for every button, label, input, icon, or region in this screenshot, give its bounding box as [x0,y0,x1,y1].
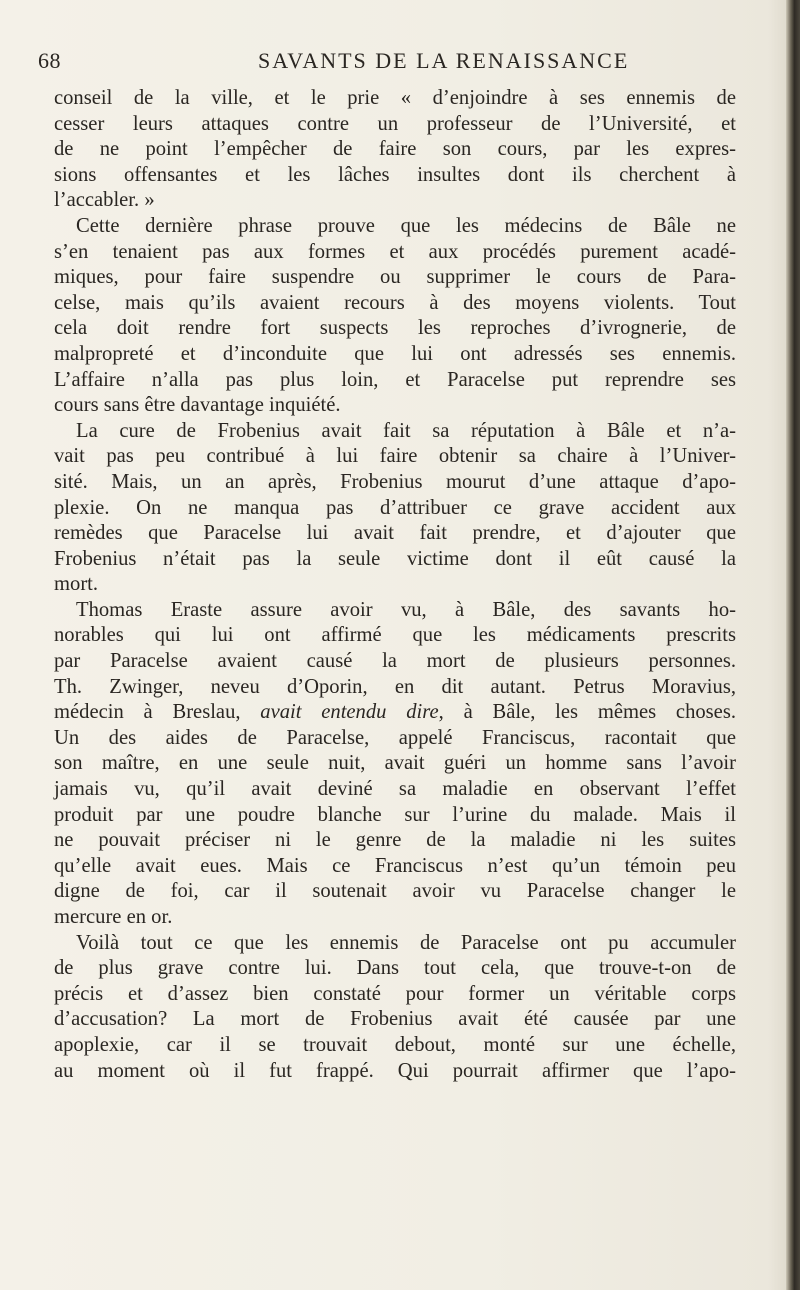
text-line: vait pas peu contribué à lui faire obtenir sa chaire à l’Univer- [54,445,736,468]
page-number: 68 [38,48,61,73]
text-line: apoplexie, car il se trouvait debout, monté sur une échelle, [54,1033,736,1056]
text-line: norables qui lui ont affirmé que les médicaments prescrits [54,624,736,647]
body-text [54,86,784,1084]
text-segment: , à Bâle, les mêmes choses. [438,701,736,724]
text-line: Frobenius n’était pas la seule victime dont il eût causé la [54,547,736,570]
text-line: Voilà tout ce que les ennemis de Paracelse ont pu accumuler [76,931,736,954]
text-line: de ne point l’empêcher de faire son cours, par les expres- [54,138,736,161]
text-line: mercure en or. [54,906,173,928]
text-line: cesser leurs attaques contre un professeur de l’Université, et [54,112,736,135]
italic-phrase: avait entendu dire [260,701,439,724]
text-line: cela doit rendre fort suspects les reproches d’ivrognerie, de [54,317,736,340]
running-title: SAVANTS DE LA RENAISSANCE [258,48,630,73]
text-line [54,700,736,726]
text-line: Th. Zwinger, neveu d’Oporin, en dit autant. Petrus Moravius, [54,675,736,698]
book-spine-edge [786,0,800,1290]
text-line: s’en tenaient pas aux formes et aux procédés purement acadé- [54,240,736,263]
text-line: ne pouvait préciser ni le genre de la maladie ni les suites [54,829,736,852]
text-line: par Paracelse avaient causé la mort de plusieurs personnes. [54,650,736,673]
text-line: conseil de la ville, et le prie « d’enjoindre à ses ennemis de [54,87,736,109]
text-line: Un des aides de Paracelse, appelé Franciscus, racontait que [54,726,736,749]
page-header [18,40,758,80]
text-line: miques, pour faire suspendre ou supprimer le cours de Para- [54,266,736,289]
text-line: malpropreté et d’inconduite que lui ont adressés ses ennemis. [54,342,736,365]
text-line: remèdes que Paracelse lui avait fait prendre, et d’ajouter que [54,522,736,545]
text-line: qu’elle avait eues. Mais ce Franciscus n’est qu’un témoin peu [54,854,736,877]
text-line: d’accusation? La mort de Frobenius avait été causée par une [54,1008,736,1031]
text-line: précis et d’assez bien constaté pour former un véritable corps [54,982,736,1005]
text-line: Cette dernière phrase prouve que les médecins de Bâle ne [76,214,736,237]
text-line: mort. [54,573,99,596]
text-line: au moment où il fut frappé. Qui pourrait affirmer que l’apo- [54,1059,736,1082]
text-line: La cure de Frobenius avait fait sa réputation à Bâle et n’a- [76,419,736,442]
text-segment: médecin à Breslau, [54,701,261,724]
text-line: L’affaire n’alla pas plus loin, et Paracelse put reprendre ses [54,368,736,391]
text-line: l’accabler. » [54,189,155,212]
text-line: sité. Mais, un an après, Frobenius mourut d’une attaque d’apo- [54,470,736,493]
text-line: digne de foi, car il soutenait avoir vu Paracelse changer le [54,880,736,903]
text-line: sions offensantes et les lâches insultes dont ils cherchent à [54,163,736,186]
text-line: de plus grave contre lui. Dans tout cela, que trouve-t-on de [54,957,736,980]
text-line: son maître, en une seule nuit, avait guéri un homme sans l’avoir [54,752,736,775]
text-line: celse, mais qu’ils avaient recours à des moyens violents. Tout [54,291,736,314]
text-line: Thomas Eraste assure avoir vu, à Bâle, des savants ho- [76,598,736,621]
text-line: plexie. On ne manqua pas d’attribuer ce grave accident aux [54,496,736,519]
text-line: produit par une poudre blanche sur l’urine du malade. Mais il [54,803,736,826]
text-line: cours sans être davantage inquiété. [54,394,341,417]
text-line: jamais vu, qu’il avait deviné sa maladie en observant l’effet [54,778,736,801]
